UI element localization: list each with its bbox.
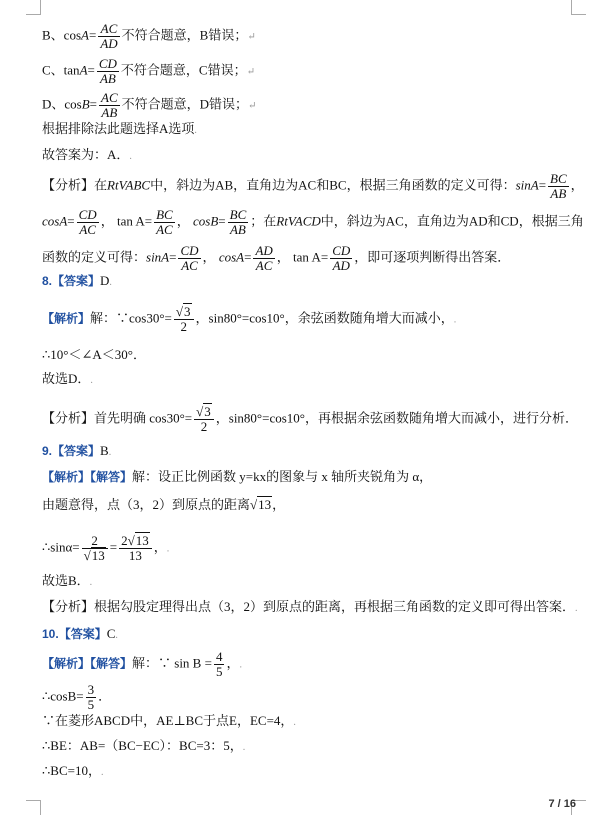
fraction: $\frac{CD}{AB}$ [98, 56, 117, 86]
analysis-7-line-1: 【分析】在RtVABC中，斜边为AB，直角边为AC和BC，根据三角函数的定义可得：sinA= $\frac{BC}{AB}$ ， [42, 171, 584, 201]
q8-analysis-line: 【分析】首先明确 cos30°= $\frac{√3}{2}$ ，sin80°=cos10°，再根据余弦函数随角增大而减小，进行分析． [42, 404, 578, 434]
fraction: $\frac{BC}{AB}$ [229, 207, 247, 237]
analysis-7-line-3: 函数的定义可得：sinA= $\frac{CD}{AC}$ ， cosA= $\frac{AD}{AC}$ ， tan A= $\frac{CD}{AD}$ ，即可逐项判断得出答案． [42, 243, 511, 273]
page-number: 7 / 16 [548, 798, 576, 810]
q8-range-line: ∴10°＜∠A＜30°． [42, 347, 146, 362]
q9-analysis-line: 【分析】根据勾股定理得出点（3，2）到原点的距离，再根据三角函数的定义即可得出答案．. [42, 599, 578, 614]
fraction: $\frac{AC}{AD}$ [100, 21, 118, 51]
q10-solution-line: 【解析】【解答】解：∵ sin B = $\frac{4}{5}$ ，. [42, 649, 242, 679]
fraction: $\frac{√3}{2}$ [174, 305, 194, 334]
option-d-line: D、cosB= $\frac{AC}{AB}$ 不符合题意，D错误；↵ [42, 90, 257, 120]
q9-solution-line: 【解析】【解答】解：设正比例函数 y=kx的图象与 x 轴所夹锐角为 α， [42, 469, 433, 484]
fraction: $\frac{2√13}{13}$ [119, 534, 152, 563]
crop-mark-top-left [26, 0, 41, 15]
q10-cos-line: ∴cosB= $\frac{3}{5}$ ． [42, 682, 112, 712]
q8-solution-line: 【解析】解：∵cos30°= $\frac{√3}{2}$ ，sin80°=cos10°，余弦函数随角增大而减小，. [42, 304, 457, 334]
q8-choose-line: 故选D．. [42, 371, 93, 386]
exclusion-line: 根据排除法此题选择A选项. [42, 121, 197, 136]
fraction: $\frac{√3}{2}$ [194, 405, 214, 434]
q10-answer-line: 10.【答案】C. [42, 626, 118, 641]
q10-line-4: ∴BE：AB=（BC−EC）：BC=3：5，. [42, 738, 246, 753]
q9-choose-line: 故选B．. [42, 573, 93, 588]
q9-answer-line: 9.【答案】B. [42, 443, 112, 458]
analysis-7-line-2: cosA= $\frac{CD}{AC}$ ， tan A= $\frac{BC}{AC}$ ， cosB= $\frac{BC}{AB}$ ；在RtVACD中，斜边为AC，直角边为AD和CD，根据三角 [42, 207, 584, 237]
crop-mark-bottom-left [26, 800, 41, 815]
option-b-line: B、cosA= $\frac{AC}{AD}$ 不符合题意，B错误；↵ [42, 21, 256, 51]
q9-distance-line: 由题意得，点（3，2）到原点的距离√13， [42, 497, 286, 512]
q10-line-3: ∵在菱形ABCD中，AE⊥BC于点E，EC=4，. [42, 713, 296, 728]
q9-sine-line: ∴sinα= $\frac{2}{√13}$ = $\frac{2√13}{13}$ ，. [42, 533, 170, 563]
option-c-line: C、tanA= $\frac{CD}{AB}$ 不符合题意，C错误；↵ [42, 56, 255, 86]
fraction: $\frac{2}{√13}$ [82, 534, 108, 563]
fraction: $\frac{4}{5}$ [215, 649, 223, 679]
fraction: $\frac{CD}{AD}$ [332, 243, 351, 273]
q10-line-5: ∴BC=10，. [42, 763, 104, 778]
fraction: $\frac{CD}{AC}$ [180, 243, 199, 273]
crop-mark-top-right [571, 0, 586, 15]
fraction: $\frac{BC}{AC}$ [156, 207, 173, 237]
fraction: $\frac{AC}{AB}$ [101, 90, 118, 120]
fraction: $\frac{AD}{AC}$ [255, 243, 273, 273]
fraction: $\frac{CD}{AC}$ [78, 207, 97, 237]
fraction: $\frac{BC}{AB}$ [550, 171, 567, 201]
q8-answer-line: 8.【答案】D. [42, 273, 112, 288]
answer-7-line: 故答案为：A．. [42, 147, 132, 162]
fraction: $\frac{3}{5}$ [87, 682, 95, 712]
